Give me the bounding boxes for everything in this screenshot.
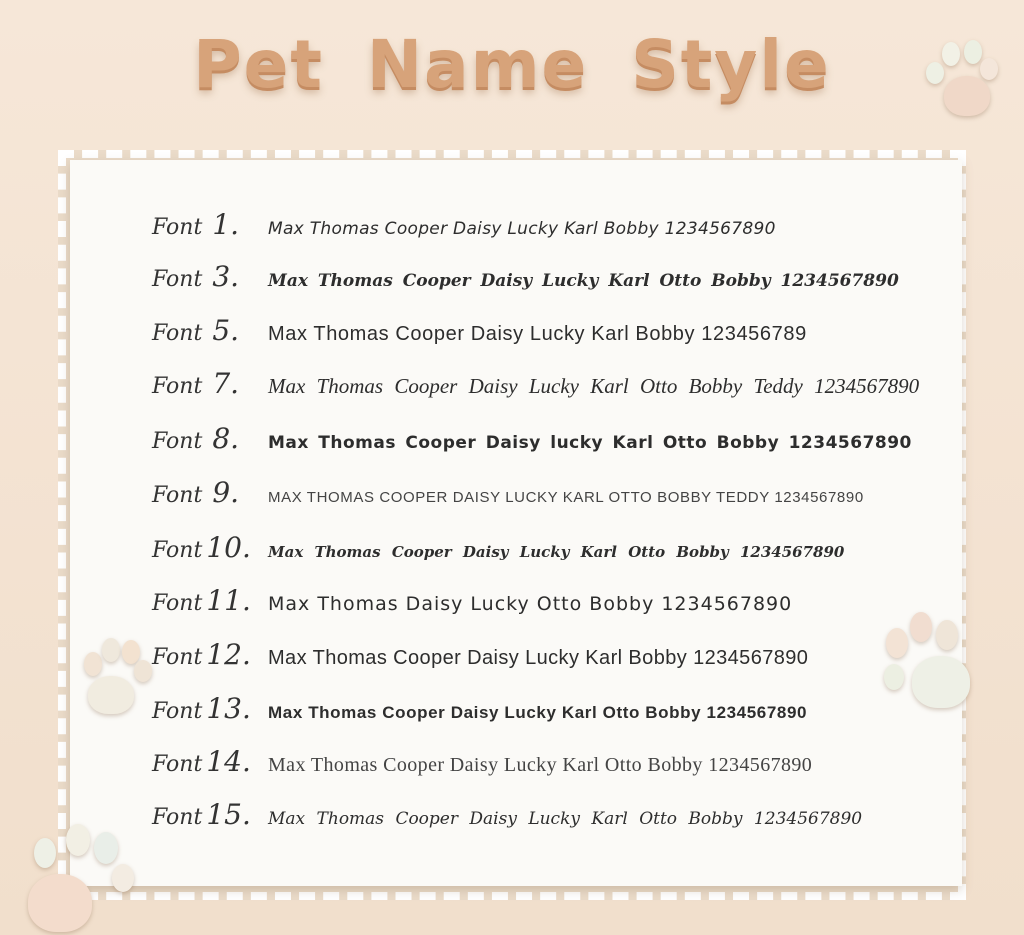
font-label: Font 3. — [152, 260, 240, 293]
font-sample: Max Thomas Cooper Daisy Lucky Karl Bobby 1234567890 — [268, 219, 776, 239]
font-sample: Max Thomas Cooper Daisy Lucky Karl Otto Bobby 1234567890 — [268, 754, 813, 776]
font-sample: Max Thomas Cooper Daisy Lucky Karl Otto Bobby Teddy 1234567890 — [268, 374, 920, 398]
font-sample: Max Thomas Cooper Daisy Lucky Karl Otto Bobby 1234567890 — [268, 703, 808, 722]
font-label: Font 14. — [152, 745, 251, 778]
font-row-12 — [152, 638, 808, 678]
paw-print-icon — [20, 824, 140, 934]
font-sample: Max Thomas Cooper Daisy Lucky Karl Otto Bobby 1234567890 — [268, 543, 845, 561]
paw-print-icon — [884, 612, 976, 716]
font-row-9 — [152, 476, 864, 516]
font-row-14 — [152, 745, 812, 785]
font-row-13 — [152, 692, 807, 732]
font-sample: Max Thomas Cooper Daisy Lucky Karl Bobby 1234567890 — [268, 647, 809, 669]
font-label: Font 9. — [152, 476, 240, 509]
font-label: Font 12. — [152, 638, 251, 671]
paw-print-icon — [924, 36, 1000, 120]
font-sample: Max Thomas Cooper Daisy Lucky Karl Otto Bobby 1234567890 — [268, 809, 863, 829]
font-row-7 — [152, 367, 919, 407]
font-row-8 — [152, 422, 912, 462]
font-label: Font 7. — [152, 367, 240, 400]
font-label: Font 10. — [152, 531, 251, 564]
page-title: Pet Name Style — [193, 26, 831, 103]
font-label: Font 1. — [152, 208, 240, 241]
font-label: Font 8. — [152, 422, 240, 455]
font-sample: Max Thomas Cooper Daisy lucky Karl Otto Bobby 1234567890 — [268, 433, 912, 453]
font-row-1 — [152, 208, 776, 248]
font-sample: Max Thomas Cooper Daisy Lucky Karl Bobby 123456789 — [268, 323, 807, 345]
font-label: Font 5. — [152, 314, 240, 347]
font-sample: Max Thomas Daisy Lucky Otto Bobby 1234567890 — [268, 593, 793, 615]
font-label: Font 13. — [152, 692, 251, 725]
font-row-5 — [152, 314, 807, 354]
font-row-11 — [152, 584, 792, 624]
font-label: Font 11. — [152, 584, 251, 617]
paw-print-icon — [80, 636, 156, 720]
font-sample: MAX THOMAS COOPER DAISY LUCKY KARL OTTO BOBBY TEDDY 1234567890 — [268, 489, 864, 506]
font-label: Font 15. — [152, 798, 251, 831]
font-row-15 — [152, 798, 862, 838]
font-sample: Max Thomas Cooper Daisy Lucky Karl Otto Bobby 1234567890 — [268, 271, 899, 291]
font-row-10 — [152, 531, 844, 571]
font-row-3 — [152, 260, 899, 300]
